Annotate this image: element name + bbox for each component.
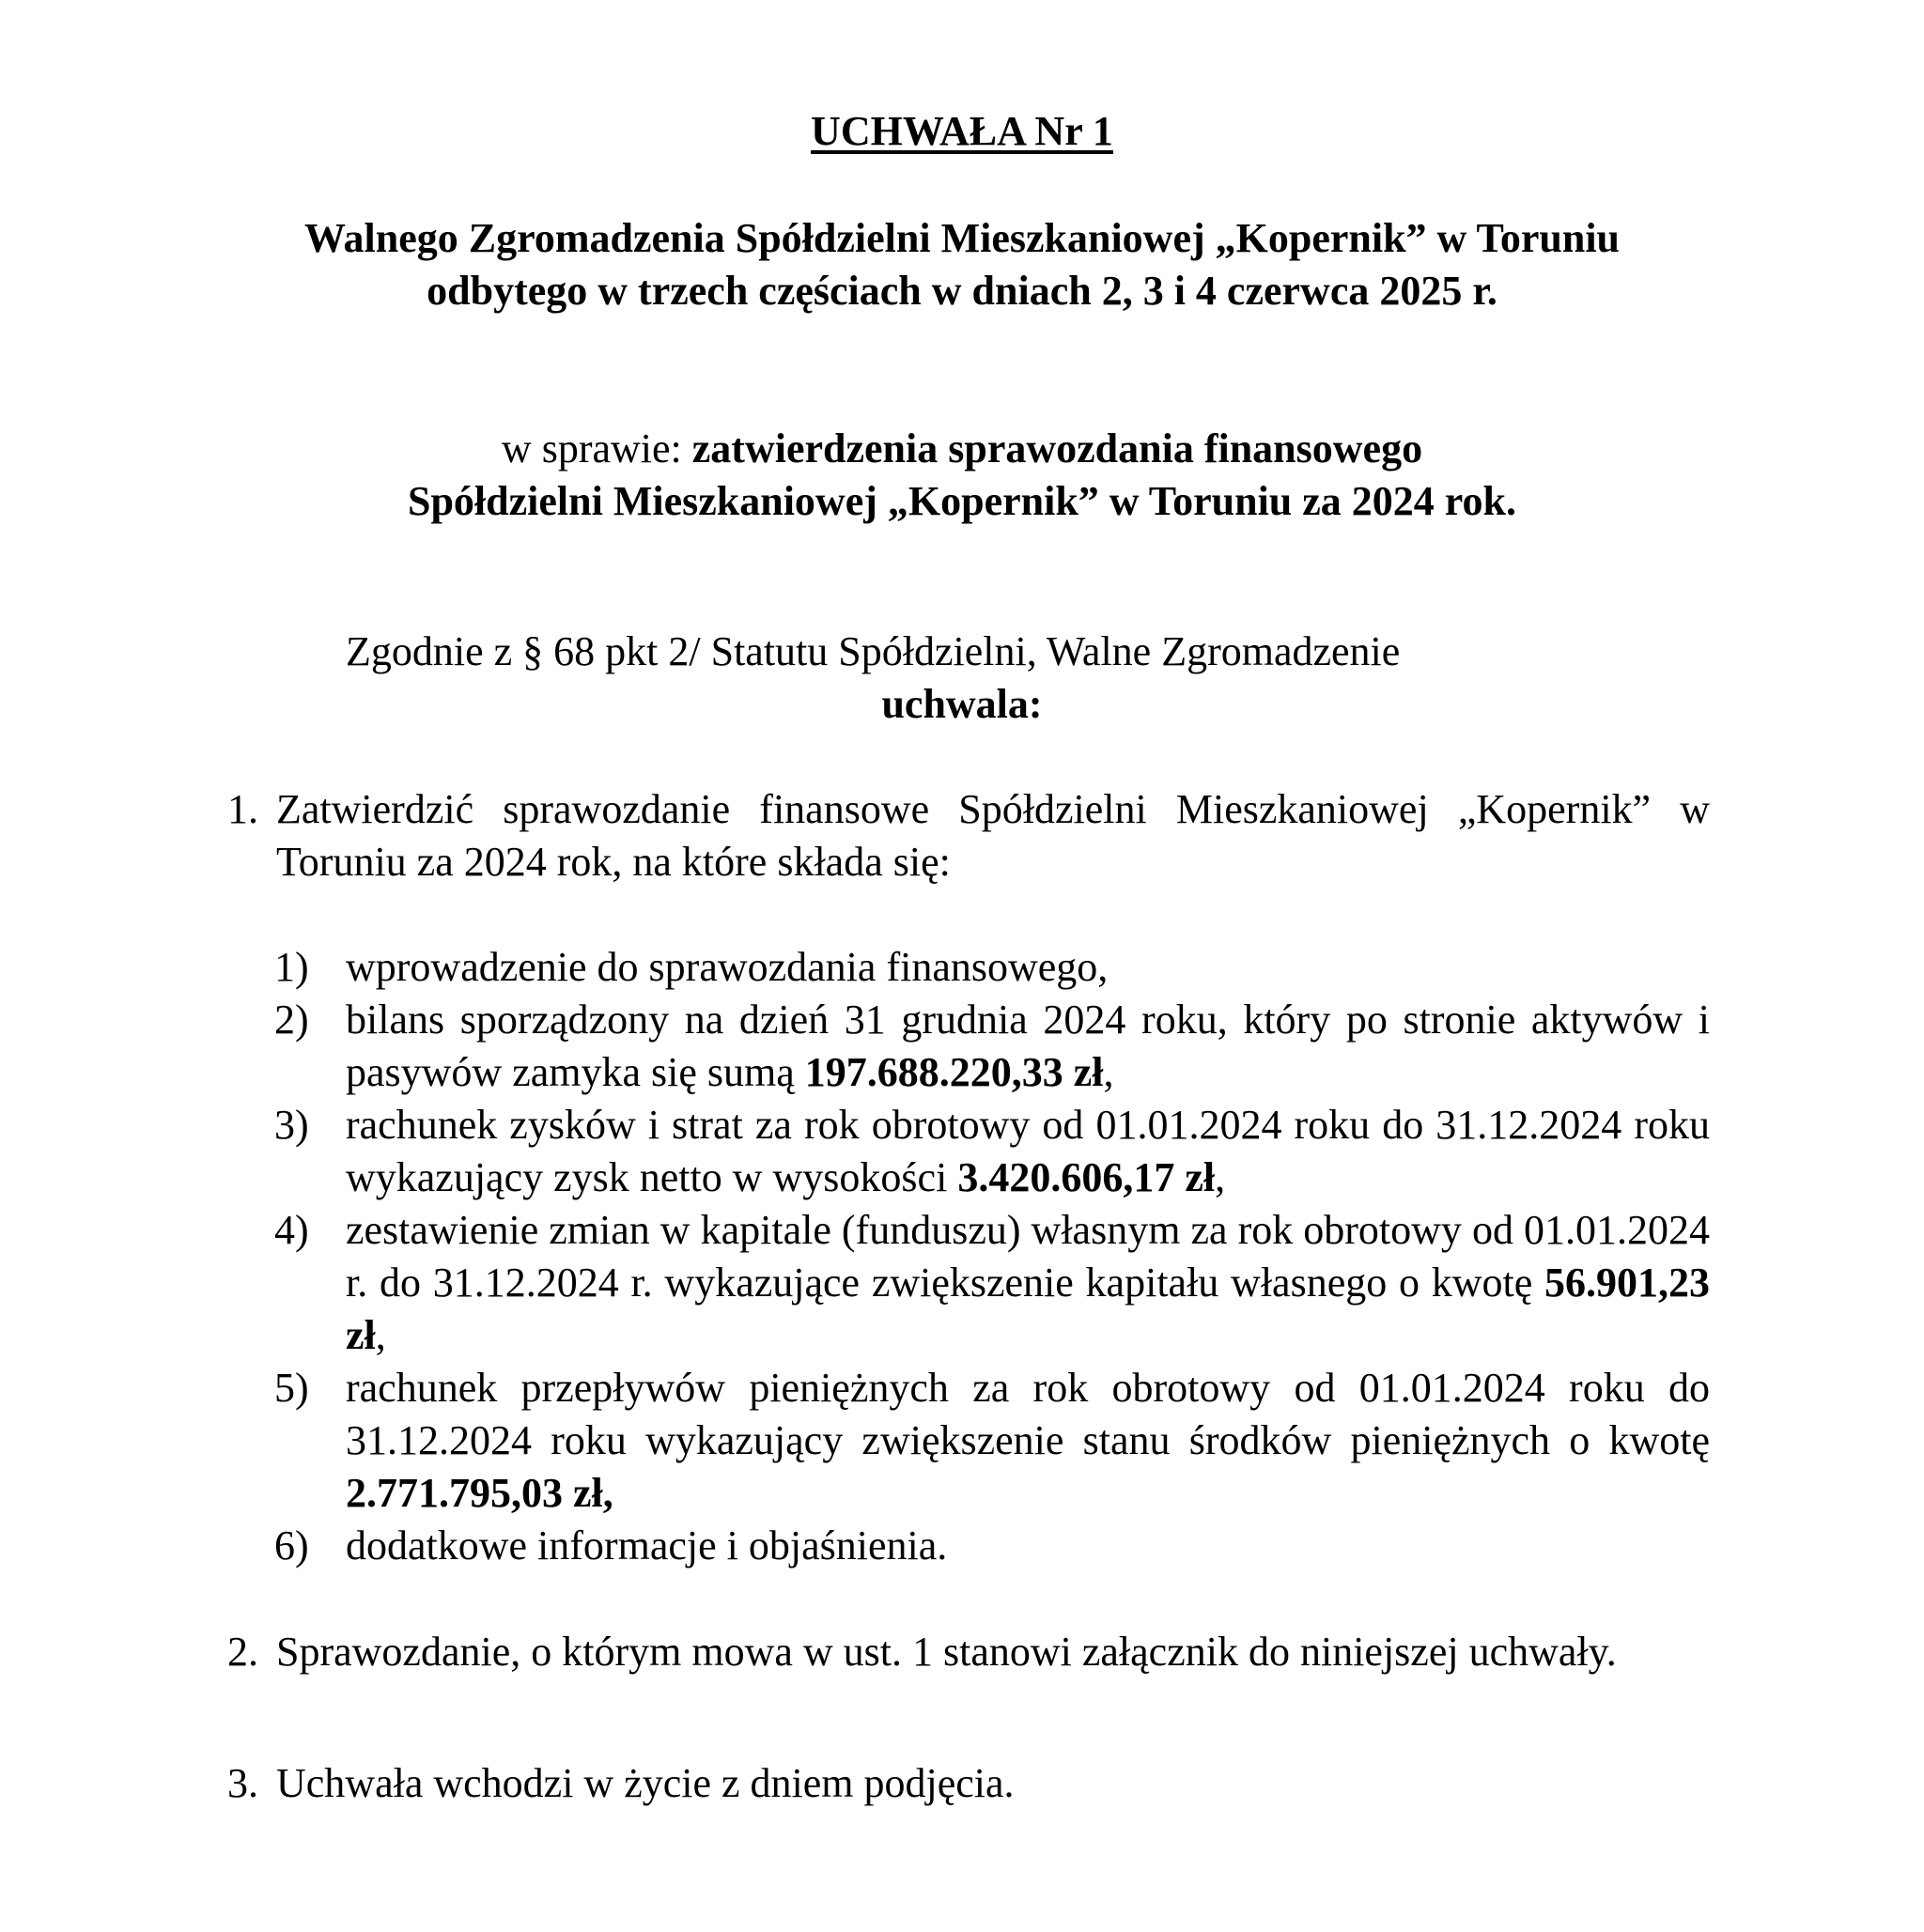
equity-increase-amount: 56.901,23 zł [346,1260,1710,1358]
sub-item-3 [274,1099,1710,1204]
main-item-3 [227,1757,1710,1810]
document-subtitle [0,212,1924,317]
sub-item-body: rachunek przepływów pieniężnych za rok obrotowy od 01.01.2024 roku do 31.12.2024 roku wykazujący zwiększenie stanu środków pieniężnych o kwotę [346,1365,1710,1463]
sub-item-number: 5) [274,1365,309,1411]
sub-item-text: wprowadzenie do sprawozdania finansowego, [346,944,1109,990]
main-item-number: 1. [227,786,258,832]
sub-item-text [346,1362,1710,1520]
balance-sum-amount: 197.688.220,33 zł [804,1049,1104,1095]
subtitle-line-1: Walnego Zgromadzenia Spółdzielni Mieszkaniowej „Kopernik” w Toruniu [303,215,1621,261]
sub-item-text [346,1204,1710,1362]
main-item-text: Uchwała wchodzi w życie z dniem podjęcia. [276,1760,1015,1806]
subject-prefix: w sprawie: [501,425,692,471]
sub-item-text [346,1099,1710,1204]
document-title: UCHWAŁA Nr 1 [811,108,1113,154]
main-item-1 [227,783,1710,889]
main-item-2 [227,1626,1710,1678]
main-item-text: Sprawozdanie, o którym mowa w ust. 1 stanowi załącznik do niniejszej uchwały. [276,1629,1617,1675]
subject-bold-1: zatwierdzenia sprawozdania finansowego [691,425,1423,471]
subtitle-line-2: odbytego w trzech częściach w dniach 2, 3 i 4 czerwca 2025 r. [427,268,1497,314]
sub-item-body: bilans sporządzony na dzień 31 grudnia 2024 roku, który po stronie aktywów i pasywów zamyka się sumą [346,997,1710,1095]
subject-matter [0,423,1924,528]
sub-item-number: 4) [274,1207,309,1253]
sub-item-suffix: , [1215,1154,1226,1200]
cash-increase-amount: 2.771.795,03 zł, [346,1470,613,1516]
sub-item-number: 6) [274,1522,309,1569]
sub-item-number: 2) [274,997,309,1043]
subject-line-2: Spółdzielni Mieszkaniowej „Kopernik” w Toruniu za 2024 rok. [407,478,1516,524]
sub-item-5 [274,1362,1710,1520]
resolves-heading: uchwala: [881,681,1043,727]
main-item-number: 3. [227,1760,258,1806]
sub-item-1 [274,941,1710,994]
sub-item-text [346,994,1710,1099]
sub-item-4 [274,1204,1710,1362]
legal-basis: Zgodnie z § 68 pkt 2/ Statutu Spółdzielni, Walne Zgromadzenie [346,628,1401,674]
sub-item-number: 3) [274,1102,309,1148]
sub-item-body: zestawienie zmian w kapitale (funduszu) własnym za rok obrotowy od 01.01.2024 r. do 31.12.2024 r. wykazujące zwiększenie kapitału własnego o kwotę [346,1207,1710,1306]
subject-line-1 [0,423,1924,475]
main-item-number: 2. [227,1629,258,1675]
sub-item-number: 1) [274,944,309,990]
sub-item-suffix: , [375,1312,386,1358]
sub-item-2 [274,994,1710,1099]
sub-item-body: rachunek zysków i strat za rok obrotowy od 01.01.2024 roku do 31.12.2024 roku wykazujący zysk netto w wysokości [346,1102,1710,1200]
net-profit-amount: 3.420.606,17 zł [957,1154,1216,1200]
main-item-text: Zatwierdzić sprawozdanie finansowe Spółdzielni Mieszkaniowej „Kopernik” w Toruniu za 2024 rok, na które składa się: [276,786,1710,885]
sub-item-text: dodatkowe informacje i objaśnienia. [346,1522,948,1569]
sub-item-suffix: , [1103,1049,1114,1095]
sub-item-6 [274,1520,1710,1572]
